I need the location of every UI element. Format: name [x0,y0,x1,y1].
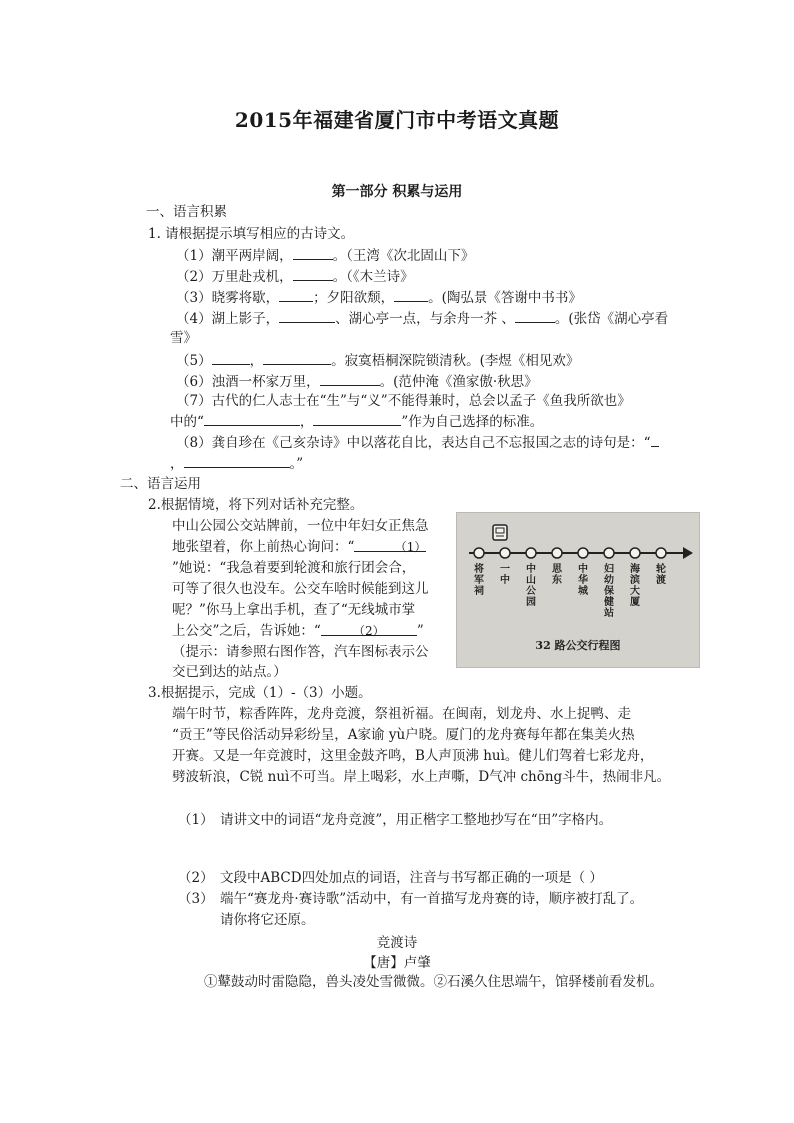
question-stem: 2.根据情境，将下列对话补充完整。 [148,497,364,513]
route-stop-marker [552,548,562,558]
answer-blank[interactable] [293,266,333,281]
question-item: （8）龚自珍在《己亥杂诗》中以落花自比，表达自己不忘报国之志的诗句是：“ [176,432,659,453]
question-item-continued: ， 。” [170,453,303,474]
answer-blank[interactable] [279,308,335,323]
figure-caption: 32 路公交行程图 [535,639,621,652]
question-text: 中山公园公交站牌前，一位中年妇女正焦急 [172,518,429,534]
route-stop-label: 一中 [500,564,510,586]
question-item-continued: 中的“ ， ”作为自己选择的标准。 [170,411,543,432]
answer-blank[interactable] [394,287,428,302]
question-item: （3）晓雾将歇， ；夕阳欲颓， 。(陶弘景《答谢中书书》 [176,287,582,308]
poem-author: 【唐】卢肇 [363,955,431,971]
page-title: 2015年福建省厦门市中考语文真题 [234,108,560,132]
question-text: 可等了很久也没车。公交车啥时候能到这儿 [172,581,429,597]
sub-question: 文段中ABCD四处加点的词语，注音与书写都正确的一项是（ ） [220,870,603,886]
route-stop-label: 将军祠 [474,564,484,597]
route-stop-marker [526,548,536,558]
route-stop-label: 中华城 [578,564,588,597]
route-stop-marker [474,548,484,558]
question-text: 地张望着，你上前热心询问：“ （1） [172,539,427,555]
bus-icon [493,525,507,540]
sub-question: 请讲文中的词语“龙舟竞渡”，用正楷字工整地抄写在“田”字格内。 [220,812,613,828]
question-stem: 3.根据提示，完成（1）-（3）小题。 [148,685,372,701]
answer-blank[interactable]: （2） [321,621,417,636]
answer-blank[interactable] [212,350,250,365]
answer-blank[interactable] [320,371,380,386]
route-stop-label: 思东 [552,564,562,586]
section-heading: 二、语言运用 [120,476,201,492]
question-hint: （提示：请参照右图作答，汽车图标表示公 [172,644,429,660]
question-item: （7）古代的仁人志士在“生”与“义”不能得兼时，总会以孟子《鱼我所欲也》 [176,393,631,409]
poem-line: ①鼙鼓动时雷隐隐，兽头凌处雪微微。②石溪久住思端午，馆驿楼前看发机。 [204,974,663,990]
answer-blank[interactable] [313,411,401,426]
bus-route-figure [456,512,700,668]
section-heading: 一、语言积累 [146,204,227,220]
question-text: ”她说：“我急着要到轮渡和旅行团会合， [172,560,416,576]
answer-blank[interactable] [204,411,300,426]
answer-blank[interactable] [515,308,555,323]
route-stop-marker [578,548,588,558]
question-text: 呢？”你马上拿出手机，查了“无线城市掌 [172,602,416,618]
stops-group [474,548,666,619]
question-hint: 交已到达的站点。） [172,664,287,680]
answer-blank[interactable]: （1） [354,537,426,552]
question-item: （1）潮平两岸阔， 。（王湾《次北固山下》 [176,245,474,266]
passage-line: “贡王”等民俗活动异彩纷呈，A家谕 yù户晓。厦门的龙舟赛每年都在集美火热 [172,727,635,743]
route-arrow-head [683,547,693,559]
sub-question-continued: 请你将它还原。 [220,912,315,928]
answer-blank[interactable] [293,245,333,260]
question-text: 上公交”之后，告诉她：“ （2） ” [172,623,424,639]
passage-line: 端午时节，粽香阵阵，龙舟竞渡，祭祖祈福。在闽南，划龙舟、水上捉鸭、走 [172,706,631,722]
question-item: （6）浊酒一杯家万里， 。(范仲淹《渔家傲·秋思》 [176,371,538,392]
sub-question-number: （3） [178,891,214,907]
sub-question: 端午“赛龙舟·赛诗歌”活动中，有一首描写龙舟赛的诗，顺序被打乱了。 [220,891,644,907]
answer-blank[interactable] [184,453,290,468]
route-stop-marker [656,548,666,558]
route-stop-marker [500,548,510,558]
route-stop-label: 中山公园 [526,564,536,608]
question-stem: 1. 请根据提示填写相应的古诗文。 [148,226,355,242]
answer-blank[interactable] [279,287,313,302]
sub-question-number: （2） [178,870,214,886]
route-stop-marker [630,548,640,558]
route-stop-marker [604,548,614,558]
route-stop-label: 妇幼保健站 [604,564,614,619]
route-stop-label: 海滨大厦 [630,564,640,608]
answer-blank[interactable] [263,350,331,365]
question-item: （2）万里赴戎机， 。（《木兰诗》 [176,266,414,287]
question-item-continued: 雪》 [170,330,197,346]
question-item: （5） ， 。寂寞梧桐深院锁清秋。(李煜《相见欢》 [176,350,579,371]
question-item: （4）湖上影子， 、湖心亭一点，与余舟一芥 、 。(张岱《湖心亭看 [176,308,668,329]
sub-question-number: （1） [178,812,214,828]
answer-blank[interactable] [651,432,659,447]
route-stop-label: 轮渡 [656,564,666,586]
poem-title: 竞渡诗 [376,935,418,951]
passage-line: 劈波斩浪，C锐 nuì不可当。岸上喝彩，水上声嘶，D气冲 chōng斗牛，热闹非凡。 [172,769,671,785]
passage-line: 开赛。又是一年竞渡时，这里金鼓齐鸣，B人声顶沸 huì。健儿们驾着七彩龙舟， [172,748,654,764]
part-heading: 第一部分 积累与运用 [331,184,463,200]
